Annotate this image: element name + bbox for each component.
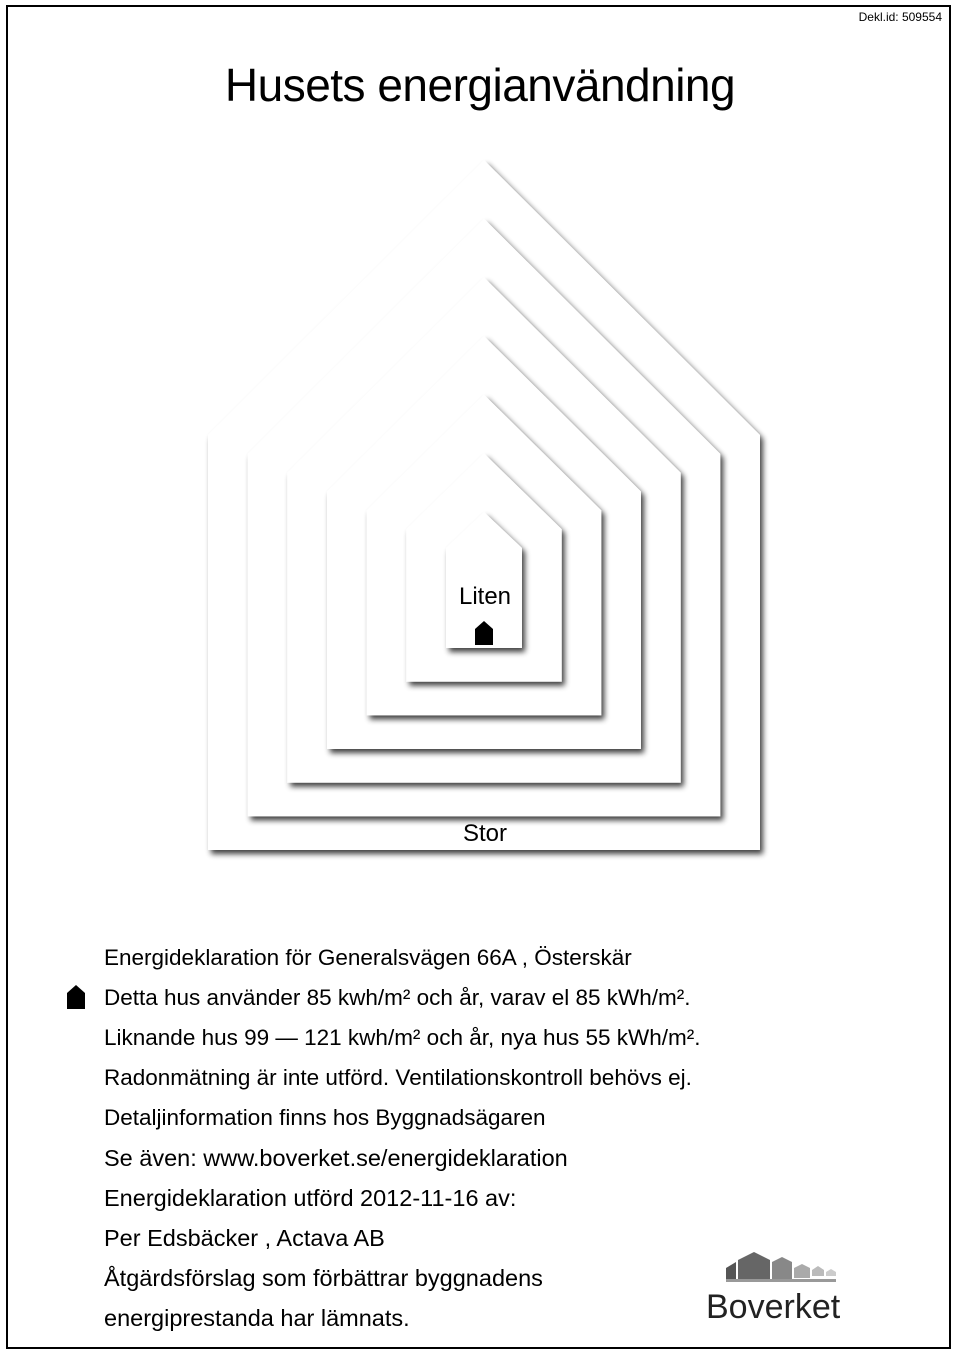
scale-label-small: Liten	[458, 583, 512, 610]
info-date: Energideklaration utförd 2012-11-16 av:	[104, 1185, 517, 1211]
declaration-info	[104, 938, 701, 1338]
declaration-id: Dekl.id: 509554	[858, 10, 942, 24]
logo-text: Boverket	[706, 1288, 841, 1326]
scale-label-large: Stor	[462, 820, 507, 847]
info-comparison: Liknande hus 99 — 121 kwh/m² och år, nya hus 55 kWh/m².	[104, 1025, 701, 1050]
page-title: Husets energianvändning	[224, 59, 736, 111]
info-measures-1: Åtgärdsförslag som förbättrar byggnadens	[104, 1265, 543, 1291]
info-address: Energideklaration för Generalsvägen 66A , Österskär	[104, 945, 632, 970]
house-marker-icon	[474, 620, 494, 646]
info-details: Detaljinformation finns hos Byggnadsägaren	[104, 1105, 546, 1130]
info-measures-2: energiprestanda har lämnats.	[104, 1305, 410, 1331]
house-marker-icon	[66, 984, 86, 1010]
info-link: Se även: www.boverket.se/energideklaration	[104, 1145, 568, 1171]
info-usage: Detta hus använder 85 kwh/m² och år, varav el 85 kWh/m².	[104, 985, 691, 1010]
info-author: Per Edsbäcker , Actava AB	[104, 1225, 385, 1251]
info-radon: Radonmätning är inte utförd. Ventilationskontroll behövs ej.	[104, 1065, 692, 1090]
